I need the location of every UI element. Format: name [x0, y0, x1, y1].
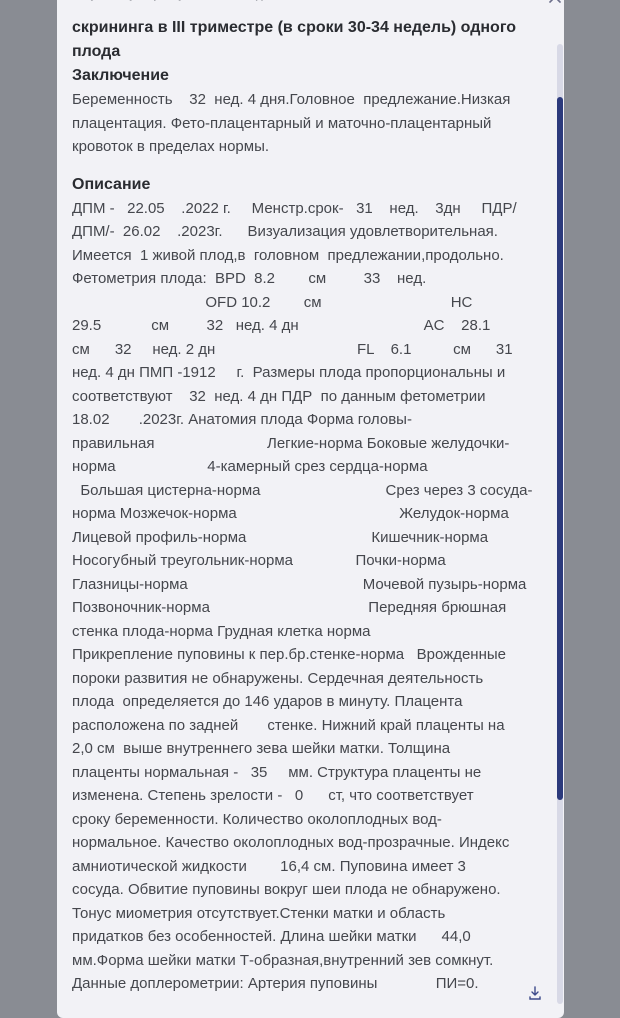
- modal-header: [72, 0, 542, 6]
- description-line: сосуда. Обвитие пуповины вокруг шеи плода не обнаружено.: [72, 881, 501, 898]
- description-line: см 32 нед. 2 дн FL 6.1 см 31: [72, 340, 513, 358]
- description-heading: Описание: [72, 175, 151, 193]
- description-line: 18.02 .2023г. Анатомия плода Форма головы-: [72, 411, 412, 428]
- description-line: Данные доплерометрии: Артерия пуповины ПИ=0.: [72, 975, 479, 992]
- description-line: плаценты нормальная - 35 мм. Структура плаценты не: [72, 763, 482, 781]
- scrollbar-thumb[interactable]: [557, 97, 563, 800]
- close-button[interactable]: [546, 0, 564, 6]
- description-text: [72, 197, 542, 996]
- description-line: ДПМ/- 26.02 .2023г. Визуализация удовлетворительная.: [72, 223, 498, 240]
- description-line: Позвоночник-норма Передняя брюшная: [72, 599, 507, 616]
- description-line: пороки развития не обнаружены. Сердечная деятельность: [72, 669, 484, 687]
- description-line: 29.5 см 32 нед. 4 дн AC 28.1: [72, 317, 491, 334]
- description-line: нормальное. Качество околоплодных вод-прозрачные. Индекс: [72, 834, 510, 851]
- modal-content: [72, 16, 542, 996]
- report-title-line: плода: [72, 43, 121, 60]
- conclusion-text: [72, 88, 542, 159]
- conclusion-line: кровоток в пределах нормы.: [72, 138, 270, 155]
- description-line: Носогубный треугольник-норма Почки-норма: [72, 552, 446, 569]
- download-icon: [527, 985, 543, 1001]
- description-line: нед. 4 дн ПМП -1912 г. Размеры плода пропорциональны и: [72, 364, 506, 381]
- description-line: амниотической жидкости 16,4 см. Пуповина имеет 3: [72, 857, 466, 875]
- description-line: 2,0 см выше внутреннего зева шейки матки. Толщина: [72, 740, 451, 757]
- description-line: изменена. Степень зрелости - 0 ст, что соответствует: [72, 787, 474, 804]
- report-title: [72, 16, 542, 64]
- description-line: стенка плода-норма Грудная клетка норма: [72, 622, 371, 640]
- description-line: Тонус миометрия отсутствует.Стенки матки и область: [72, 904, 446, 922]
- description-line: расположена по задней стенке. Нижний край плаценты на: [72, 716, 505, 734]
- description-line: OFD 10.2 см HC: [72, 293, 473, 311]
- description-line: норма Мозжечок-норма Желудок-норма: [72, 505, 509, 522]
- close-icon: [546, 0, 564, 6]
- description-line: норма 4-камерный срез сердца-норма: [72, 458, 428, 475]
- ultrasound-result-modal: [57, 0, 564, 1018]
- report-title-line: скрининга в III триместре (в сроки 30-34 недель) одного: [72, 19, 517, 36]
- description-line: Фетометрия плода: BPD 8.2 см 33 нед.: [72, 270, 427, 287]
- conclusion-heading: Заключение: [72, 67, 169, 84]
- description-line: сроку беременности. Количество околоплодных вод-: [72, 810, 442, 828]
- description-line: Прикрепление пуповины к пер.бр.стенке-норма Врожденные: [72, 646, 506, 663]
- conclusion-line: Беременность 32 нед. 4 дня.Головное предлежание.Низкая: [72, 91, 511, 108]
- description-line: ДПМ - 22.05 .2022 г. Менстр.срок- 31 нед. 3дн ПДР/: [72, 199, 517, 217]
- description-line: плода определяется до 146 ударов в минуту. Плацента: [72, 693, 463, 710]
- description-line: Имеется 1 живой плод,в головном предлежании,продольно.: [72, 246, 504, 264]
- description-line: правильная Легкие-норма Боковые желудочки-: [72, 434, 510, 452]
- description-line: соответствуют 32 нед. 4 дн ПДР по данным фетометрии: [72, 387, 486, 405]
- description-line: Большая цистерна-норма Срез через 3 сосуда-: [72, 481, 533, 499]
- download-button[interactable]: [527, 985, 543, 1001]
- description-line: Глазницы-норма Мочевой пузырь-норма: [72, 575, 527, 593]
- description-line: мм.Форма шейки матки Т-образная,внутренний зев сомкнут.: [72, 951, 494, 969]
- modal-title: [72, 0, 302, 2]
- description-line: Лицевой профиль-норма Кишечник-норма: [72, 528, 489, 546]
- section-gap: [72, 159, 542, 173]
- conclusion-line: плацентация. Фето-плацентарный и маточно-плацентарный: [72, 114, 492, 132]
- description-line: придатков без особенностей. Длина шейки матки 44,0: [72, 928, 471, 945]
